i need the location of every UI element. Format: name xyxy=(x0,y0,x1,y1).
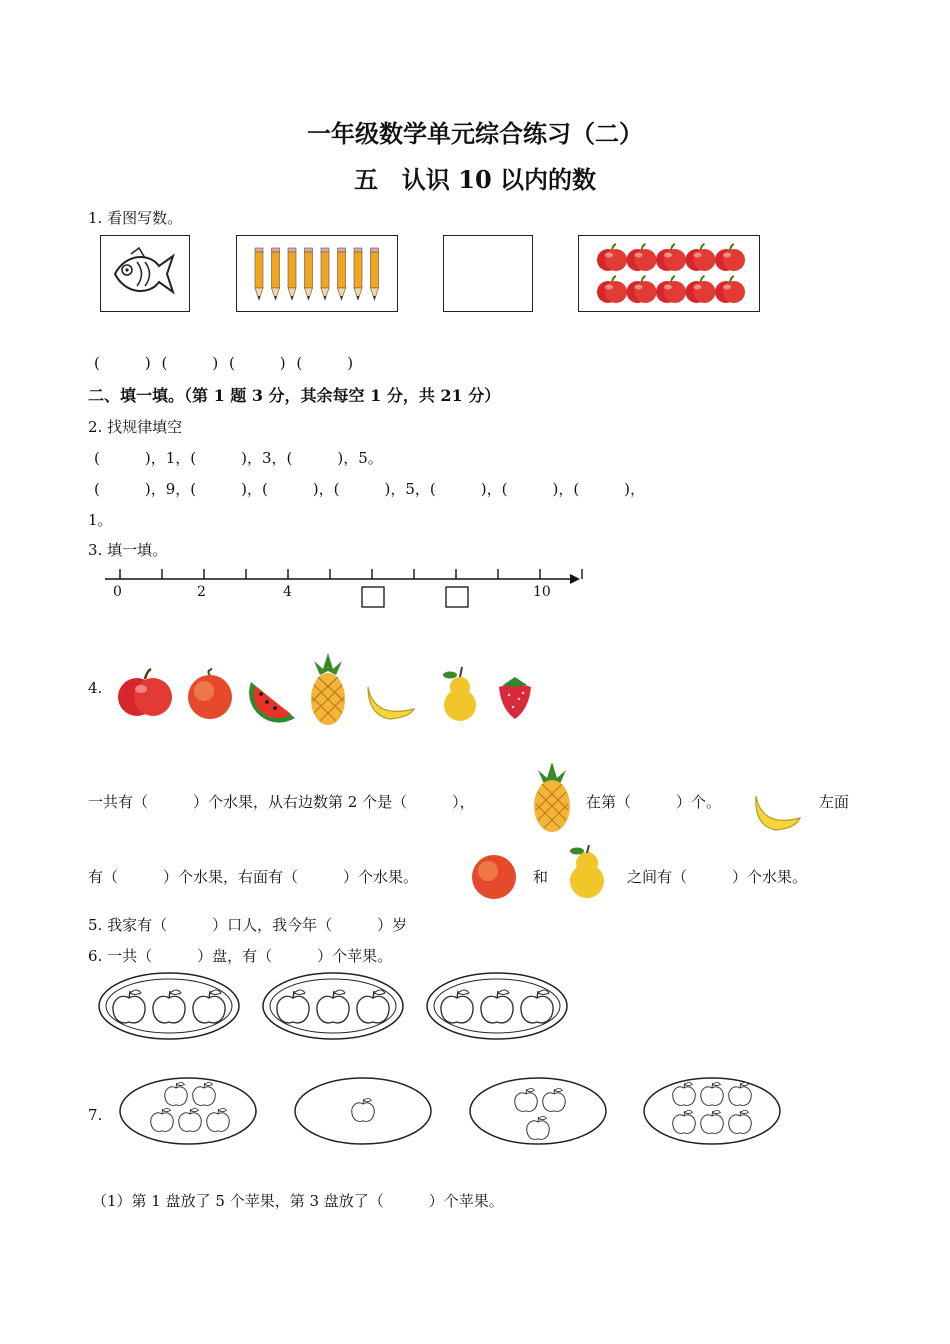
pencil-icon xyxy=(288,248,296,300)
page-title: 一年级数学单元综合练习（二） xyxy=(307,119,643,148)
apple-icon xyxy=(627,244,657,271)
plate xyxy=(470,1078,606,1144)
apples-icon xyxy=(579,236,761,313)
apple-icon xyxy=(597,276,627,303)
page-subtitle: 五 认识 10 以内的数 xyxy=(353,165,597,194)
number-line xyxy=(100,565,590,615)
pencil-icon xyxy=(305,248,313,300)
pencil-icon xyxy=(338,248,346,300)
plate xyxy=(295,1078,431,1144)
q4-row2-c[interactable]: 之间有（ ）个水果。 xyxy=(627,868,808,886)
apple-icon xyxy=(627,276,657,303)
plates-q6 xyxy=(96,970,576,1042)
apples-box xyxy=(578,235,760,312)
q4-row2-b: 和 xyxy=(533,868,549,886)
q4-row1-a[interactable]: 一共有（ ）个水果，从右边数第 2 个是（ ）， xyxy=(88,793,475,811)
fruit-row xyxy=(115,645,545,725)
empty-box xyxy=(443,235,533,312)
watermelon-icon xyxy=(249,682,295,723)
pencil-icon xyxy=(371,248,379,300)
q3-prompt: 3. 填一填。 xyxy=(88,541,168,559)
plate xyxy=(644,1078,780,1144)
pear-icon xyxy=(563,845,611,901)
section2-heading: 二、填一填。（第 1 题 3 分，其余每空 1 分，共 21 分） xyxy=(88,386,501,405)
plate xyxy=(120,1078,256,1144)
q6-text[interactable]: 6. 一共（ ）盘，有（ ）个苹果。 xyxy=(88,947,393,965)
q4-row2-a[interactable]: 有（ ）个水果，右面有（ ）个水果。 xyxy=(88,868,419,886)
pencil-icon xyxy=(321,248,329,300)
peach-icon xyxy=(470,852,518,900)
arrow-head-icon xyxy=(570,574,580,584)
q2-prompt: 2. 找规律填空 xyxy=(88,418,183,436)
q4-number: 4. xyxy=(88,679,103,697)
plate xyxy=(99,973,239,1039)
pineapple-icon xyxy=(311,653,345,725)
apple-icon xyxy=(118,669,172,716)
pencil-icon xyxy=(272,248,280,300)
blank-box-2[interactable] xyxy=(446,587,468,607)
tick-label-0: 0 xyxy=(113,584,122,600)
apple-icon xyxy=(686,276,716,303)
blank-box-1[interactable] xyxy=(362,587,384,607)
plate xyxy=(263,973,403,1039)
tick-label-10: 10 xyxy=(533,584,551,600)
pencils-icon xyxy=(237,236,399,313)
apple-icon xyxy=(656,276,686,303)
q4-row1-b[interactable]: 在第（ ）个。 xyxy=(586,793,722,811)
q2-line1[interactable]: ( )，1，( )，3，( )，5。 xyxy=(94,449,383,467)
q2-line2-end: 1。 xyxy=(88,511,113,529)
plate xyxy=(427,973,567,1039)
fish-icon xyxy=(101,236,191,313)
pineapple-icon xyxy=(530,760,574,834)
apple-icon xyxy=(656,244,686,271)
banana-icon xyxy=(368,687,414,719)
tick-label-4: 4 xyxy=(283,584,292,600)
pear-icon xyxy=(443,667,476,721)
q5-text[interactable]: 5. 我家有（ ）口人，我今年（ ）岁 xyxy=(88,916,408,934)
strawberry-icon xyxy=(499,677,531,719)
apple-icon xyxy=(686,244,716,271)
pencils-box xyxy=(236,235,398,312)
peach-icon xyxy=(188,669,232,719)
q4-row1-c: 左面 xyxy=(819,793,850,811)
q7-sub1[interactable]: （1）第 1 盘放了 5 个苹果，第 3 盘放了（ ）个苹果。 xyxy=(92,1192,504,1210)
q2-line2[interactable]: ( )，9，( )，( )，( )，5，( )，( )，( )， xyxy=(94,480,646,498)
q1-prompt: 1. 看图写数。 xyxy=(88,209,183,227)
fish-box xyxy=(100,235,190,312)
apple-icon xyxy=(715,244,745,271)
tick-label-2: 2 xyxy=(197,584,206,600)
plates-q7 xyxy=(118,1075,788,1149)
pencil-icon xyxy=(255,248,263,300)
apple-icon xyxy=(597,244,627,271)
q7-number: 7. xyxy=(88,1106,103,1124)
banana-icon xyxy=(752,792,804,834)
q1-answers[interactable]: ( ) ( ) ( ) ( ) xyxy=(94,354,354,372)
pencil-icon xyxy=(354,248,362,300)
apple-icon xyxy=(715,276,745,303)
